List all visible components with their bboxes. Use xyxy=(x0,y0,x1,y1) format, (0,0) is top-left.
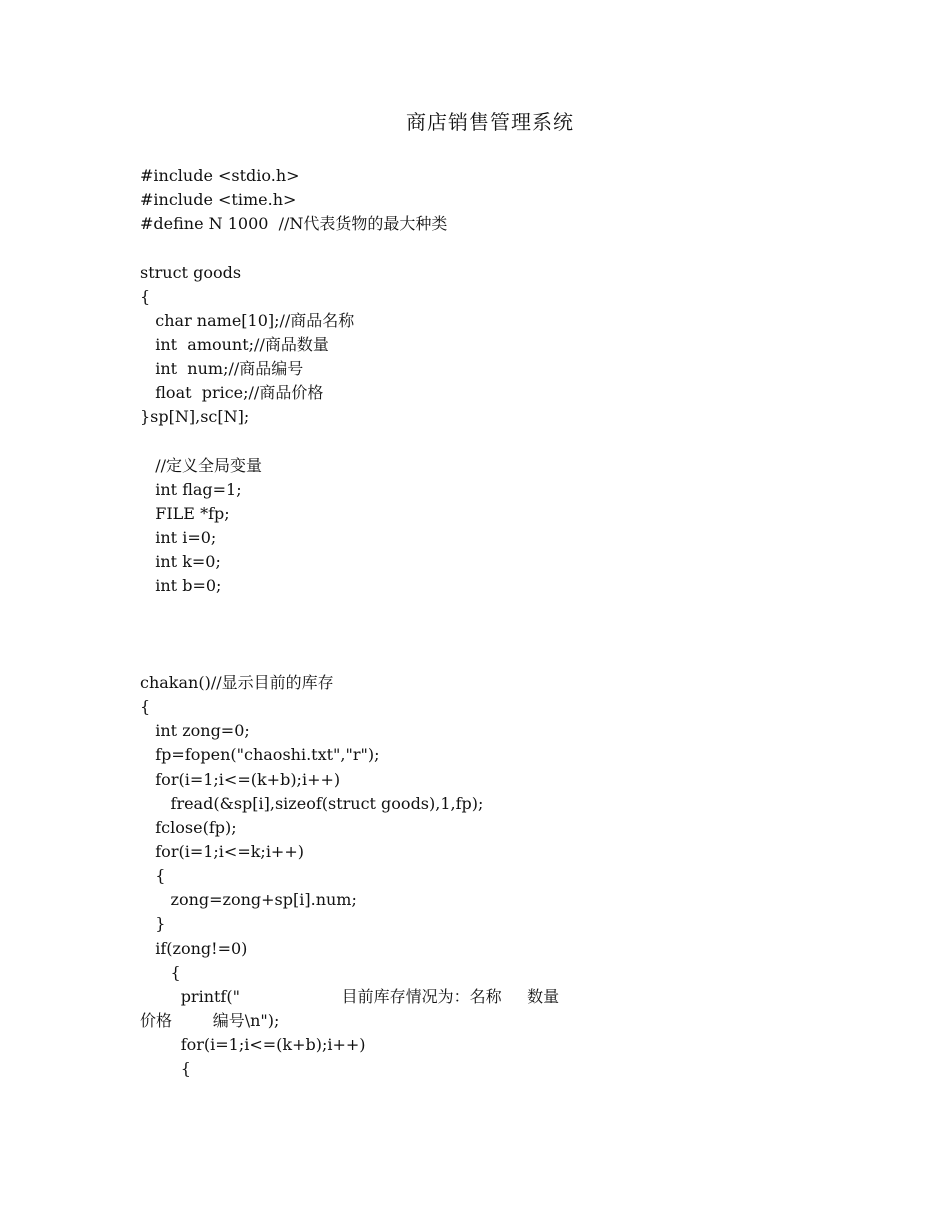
code-line: char name[10];//商品名称 xyxy=(140,310,355,330)
code-line: int amount;//商品数量 xyxy=(140,334,329,354)
code-line: struct goods xyxy=(140,262,242,282)
code-line: #include <stdio.h> xyxy=(140,166,300,185)
code-line: int b=0; xyxy=(140,576,222,596)
code-line: #include <time.h> xyxy=(140,190,297,210)
code-line xyxy=(140,599,820,623)
code-line: int flag=1; xyxy=(140,479,242,499)
code-line: } xyxy=(140,914,166,934)
code-line xyxy=(140,623,820,647)
code-line: { xyxy=(140,1059,191,1079)
code-line xyxy=(140,236,820,260)
code-line xyxy=(140,430,820,454)
code-line: int num;//商品编号 xyxy=(140,359,304,379)
code-line: fread(&sp[i],sizeof(struct goods),1,fp); xyxy=(140,793,484,813)
code-line: fp=fopen("chaoshi.txt","r"); xyxy=(140,745,380,765)
code-line: printf(" 目前库存情况为：名称 数量 xyxy=(140,986,560,1006)
code-line: float price;//商品价格 xyxy=(140,383,324,403)
code-block xyxy=(140,164,820,1081)
code-line: FILE *fp; xyxy=(140,503,230,523)
code-line: int k=0; xyxy=(140,552,221,572)
code-line: { xyxy=(140,962,181,982)
code-line: //定义全局变量 xyxy=(140,455,263,475)
code-line: for(i=1;i<=(k+b);i++) xyxy=(140,769,341,789)
code-line: }sp[N],sc[N]; xyxy=(140,407,250,427)
code-line: for(i=1;i<=(k+b);i++) xyxy=(140,1035,366,1055)
code-line: zong=zong+sp[i].num; xyxy=(140,890,357,910)
code-line: { xyxy=(140,697,151,717)
code-line: chakan()//显示目前的库存 xyxy=(140,672,334,692)
code-line: if(zong!=0) xyxy=(140,938,248,958)
code-line: int zong=0; xyxy=(140,721,250,741)
code-line: fclose(fp); xyxy=(140,817,237,837)
code-line xyxy=(140,647,820,671)
code-line: for(i=1;i<=k;i++) xyxy=(140,841,304,861)
code-line: { xyxy=(140,866,166,886)
code-line: { xyxy=(140,286,151,306)
code-line: 价格 编号\n"); xyxy=(140,1010,280,1030)
document-title: 商店销售管理系统 xyxy=(406,110,574,134)
code-line: #define N 1000 //N代表货物的最大种类 xyxy=(140,214,448,234)
code-line: int i=0; xyxy=(140,528,217,548)
